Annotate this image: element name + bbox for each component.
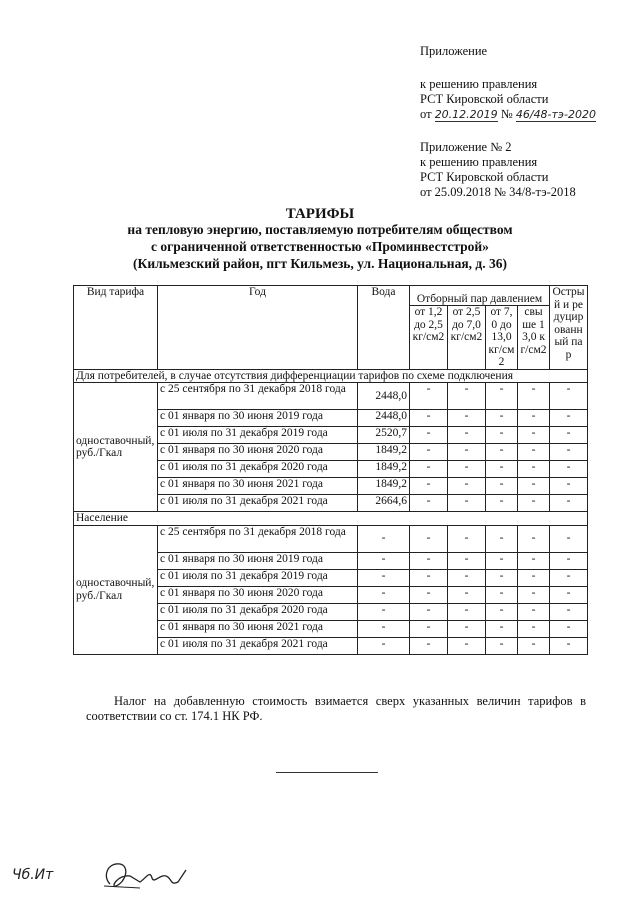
period-cell: с 01 января по 30 июня 2020 года xyxy=(158,444,358,461)
appendix-2-line1: к решению правления xyxy=(420,155,538,169)
p4-cell: - xyxy=(518,569,550,586)
water-cell: - xyxy=(358,525,410,552)
appendix-1-line1: к решению правления xyxy=(420,77,538,91)
signature-icon xyxy=(100,856,190,894)
p1-cell: - xyxy=(410,525,448,552)
p4-cell: - xyxy=(518,552,550,569)
col-steam-group-header: Отборный пар давлением xyxy=(410,286,550,306)
water-cell: - xyxy=(358,637,410,654)
period-cell: с 01 июля по 31 декабря 2019 года xyxy=(158,569,358,586)
p1-cell: - xyxy=(410,461,448,478)
sharp-cell: - xyxy=(550,444,588,461)
water-cell: 1849,2 xyxy=(358,461,410,478)
handwritten-date: 20.12.2019 xyxy=(434,108,498,121)
appendix-1-date-line xyxy=(420,107,630,122)
section-2-type-label: одноставочный, руб./Гкал xyxy=(74,525,158,654)
p4-cell: - xyxy=(518,383,550,410)
sharp-cell: - xyxy=(550,637,588,654)
sharp-cell: - xyxy=(550,569,588,586)
sharp-cell: - xyxy=(550,552,588,569)
p3-cell: - xyxy=(486,569,518,586)
appendix-2-block xyxy=(420,140,630,200)
p1-cell: - xyxy=(410,495,448,512)
section-1-type-label: одноставочный, руб./Гкал xyxy=(74,383,158,512)
section-1-row xyxy=(74,369,588,383)
p1-cell: - xyxy=(410,552,448,569)
appendix-1-title: Приложение xyxy=(420,44,488,58)
water-cell: 1849,2 xyxy=(358,444,410,461)
p1-cell: - xyxy=(410,637,448,654)
col-year-header: Год xyxy=(158,286,358,370)
sharp-cell: - xyxy=(550,461,588,478)
water-cell: 2448,0 xyxy=(358,383,410,410)
p1-cell: - xyxy=(410,569,448,586)
period-cell: с 01 июля по 31 декабря 2020 года xyxy=(158,603,358,620)
sharp-cell: - xyxy=(550,427,588,444)
col-p1-header: от 1,2 до 2,5 кг/см2 xyxy=(410,306,448,370)
p2-cell: - xyxy=(448,620,486,637)
p1-cell: - xyxy=(410,444,448,461)
initials-text: Чб.Ит xyxy=(12,867,54,883)
p4-cell: - xyxy=(518,495,550,512)
signature-initials xyxy=(12,866,53,884)
p1-cell: - xyxy=(410,410,448,427)
water-cell: - xyxy=(358,620,410,637)
separator-line xyxy=(276,772,378,773)
period-cell: с 01 января по 30 июня 2021 года xyxy=(158,620,358,637)
appendix-2-line2: РСТ Кировской области xyxy=(420,170,549,184)
p1-cell: - xyxy=(410,620,448,637)
p4-cell: - xyxy=(518,461,550,478)
p2-cell: - xyxy=(448,444,486,461)
col-type-header: Вид тарифа xyxy=(74,286,158,370)
header-row-1 xyxy=(74,286,588,306)
p1-cell: - xyxy=(410,383,448,410)
sharp-cell: - xyxy=(550,478,588,495)
p2-cell: - xyxy=(448,637,486,654)
p4-cell: - xyxy=(518,603,550,620)
period-cell: с 25 сентября по 31 декабря 2018 года xyxy=(158,383,358,410)
p4-cell: - xyxy=(518,444,550,461)
p1-cell: - xyxy=(410,427,448,444)
p2-cell: - xyxy=(448,603,486,620)
appendix-1-block xyxy=(420,44,630,122)
period-cell: с 01 января по 30 июня 2019 года xyxy=(158,552,358,569)
col-p2-header: от 2,5 до 7,0 кг/см2 xyxy=(448,306,486,370)
p2-cell: - xyxy=(448,410,486,427)
p3-cell: - xyxy=(486,427,518,444)
p1-cell: - xyxy=(410,478,448,495)
sharp-cell: - xyxy=(550,410,588,427)
period-cell: с 01 января по 30 июня 2020 года xyxy=(158,586,358,603)
p3-cell: - xyxy=(486,461,518,478)
p1-cell: - xyxy=(410,586,448,603)
section-1-title: Для потребителей, в случае отсутствия дифференциации тарифов по схеме подключения xyxy=(74,369,588,383)
period-cell: с 01 июля по 31 декабря 2021 года xyxy=(158,495,358,512)
p4-cell: - xyxy=(518,525,550,552)
p2-cell: - xyxy=(448,383,486,410)
p2-cell: - xyxy=(448,461,486,478)
p1-cell: - xyxy=(410,603,448,620)
sharp-cell: - xyxy=(550,383,588,410)
p2-cell: - xyxy=(448,427,486,444)
doc-subtitle-3: (Кильмезский район, пгт Кильмезь, ул. Национальная, д. 36) xyxy=(133,256,507,271)
p4-cell: - xyxy=(518,410,550,427)
water-cell: 2520,7 xyxy=(358,427,410,444)
p2-cell: - xyxy=(448,478,486,495)
p3-cell: - xyxy=(486,603,518,620)
p4-cell: - xyxy=(518,637,550,654)
water-cell: - xyxy=(358,603,410,620)
p2-cell: - xyxy=(448,495,486,512)
water-cell: - xyxy=(358,552,410,569)
water-cell: 1849,2 xyxy=(358,478,410,495)
tariff-table xyxy=(73,285,588,655)
handwritten-number: 46/48-тэ-2020 xyxy=(515,108,596,121)
p3-cell: - xyxy=(486,410,518,427)
period-cell: с 01 июля по 31 декабря 2021 года xyxy=(158,637,358,654)
water-cell: 2664,6 xyxy=(358,495,410,512)
doc-subtitle-1: на тепловую энергию, поставляемую потребителям обществом xyxy=(127,222,513,237)
p2-cell: - xyxy=(448,552,486,569)
signature xyxy=(100,856,190,899)
water-cell: 2448,0 xyxy=(358,410,410,427)
period-cell: с 25 сентября по 31 декабря 2018 года xyxy=(158,525,358,552)
col-p4-header: свыше 13,0 кг/см2 xyxy=(518,306,550,370)
appendix-2-title: Приложение № 2 xyxy=(420,140,512,154)
vat-note: Налог на добавленную стоимость взимается сверх указанных величин тарифов в соответствии со ст. 174.1 НК РФ. xyxy=(86,694,586,723)
p3-cell: - xyxy=(486,637,518,654)
col-water-header: Вода xyxy=(358,286,410,370)
doc-subtitle-2: с ограниченной ответственностью «Проминвестстрой» xyxy=(151,239,489,254)
p3-cell: - xyxy=(486,525,518,552)
p4-cell: - xyxy=(518,478,550,495)
sharp-cell: - xyxy=(550,525,588,552)
p3-cell: - xyxy=(486,383,518,410)
p3-cell: - xyxy=(486,478,518,495)
p3-cell: - xyxy=(486,495,518,512)
table-row xyxy=(74,383,588,410)
sharp-cell: - xyxy=(550,620,588,637)
section-2-title: Население xyxy=(74,512,588,526)
p4-cell: - xyxy=(518,620,550,637)
sharp-cell: - xyxy=(550,603,588,620)
p2-cell: - xyxy=(448,569,486,586)
signature-text: Авг xyxy=(130,893,132,894)
p3-cell: - xyxy=(486,586,518,603)
water-cell: - xyxy=(358,586,410,603)
sharp-cell: - xyxy=(550,495,588,512)
col-p3-header: от 7,0 до 13,0 кг/см2 xyxy=(486,306,518,370)
water-cell: - xyxy=(358,569,410,586)
p4-cell: - xyxy=(518,586,550,603)
col-sharp-header: Острый и редуцированный пар xyxy=(550,286,588,370)
sharp-cell: - xyxy=(550,586,588,603)
appendix-2-line3: от 25.09.2018 № 34/8-тэ-2018 xyxy=(420,185,576,199)
date-prefix: от xyxy=(420,107,432,121)
p2-cell: - xyxy=(448,586,486,603)
period-cell: с 01 июля по 31 декабря 2020 года xyxy=(158,461,358,478)
p3-cell: - xyxy=(486,444,518,461)
table-row xyxy=(74,525,588,552)
section-2-row xyxy=(74,512,588,526)
p4-cell: - xyxy=(518,427,550,444)
appendix-1-line2: РСТ Кировской области xyxy=(420,92,549,106)
doc-title: ТАРИФЫ xyxy=(285,206,355,222)
p3-cell: - xyxy=(486,552,518,569)
period-cell: с 01 января по 30 июня 2019 года xyxy=(158,410,358,427)
p3-cell: - xyxy=(486,620,518,637)
p2-cell: - xyxy=(448,525,486,552)
number-prefix: № xyxy=(500,107,513,121)
period-cell: с 01 июля по 31 декабря 2019 года xyxy=(158,427,358,444)
period-cell: с 01 января по 30 июня 2021 года xyxy=(158,478,358,495)
